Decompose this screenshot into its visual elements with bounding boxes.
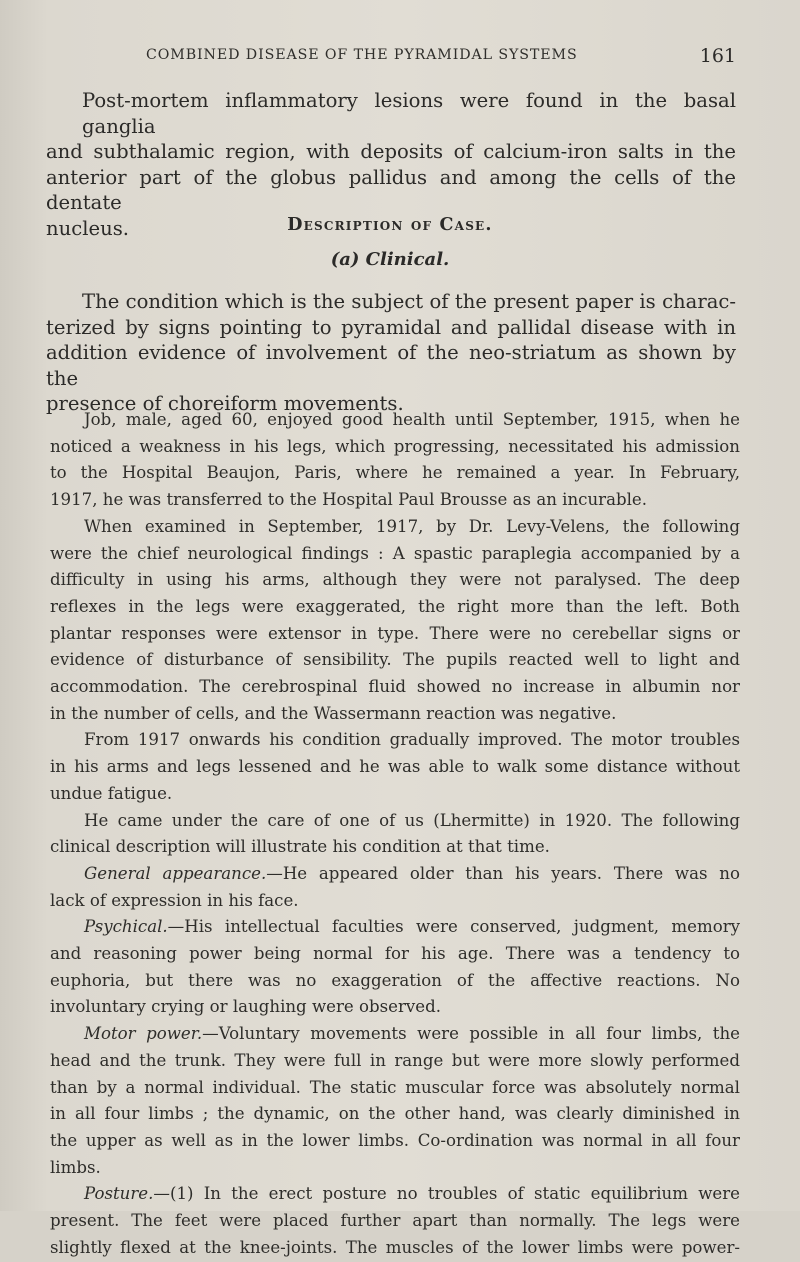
text-line: From 1917 onwards his condition gradually improved. The motor troubles <box>84 730 740 750</box>
run-in-head-general-appearance: General appearance.— <box>84 863 283 883</box>
text-line: addition evidence of involvement of the neo-striatum as shown by the <box>46 341 736 390</box>
section-subheading: (a) Clinical. <box>330 249 450 270</box>
text-line: limbs. <box>50 1157 101 1177</box>
text-line: terized by signs pointing to pyramidal and pallidal disease with in <box>46 315 736 339</box>
text-line: and reasoning power being normal for his age. There was a tendency to <box>50 944 740 964</box>
section-heading: Description of Case. <box>287 215 493 235</box>
text-line <box>50 1181 740 1208</box>
text-line: lack of expression in his face. <box>50 890 299 910</box>
page-number: 161 <box>699 45 736 67</box>
run-in-head-posture: Posture.— <box>84 1184 170 1204</box>
text-line <box>50 1021 740 1048</box>
text-line: difficulty in using his arms, although they were not paralysed. The deep <box>50 570 740 590</box>
text-line: Post-mortem inflammatory lesions were found in the basal ganglia <box>82 89 736 138</box>
text-line <box>50 861 740 888</box>
text-line: were the chief neurological findings : A spastic paraplegia accompanied by a <box>50 543 740 563</box>
text-line: presence of choreiform movements. <box>46 392 404 416</box>
text-line: reflexes in the legs were exaggerated, the right more than the left. Both <box>50 596 740 616</box>
text-run: He appeared older than his years. There was no <box>282 863 740 883</box>
text-line: present. The feet were placed further apart than normally. The legs were <box>50 1211 740 1231</box>
text-line: 1917, he was transferred to the Hospital Paul Brousse as an incurable. <box>50 490 647 510</box>
text-line: euphoria, but there was no exaggeration of the affective reactions. No <box>50 970 740 990</box>
text-line: The condition which is the subject of the present paper is charac- <box>82 290 736 313</box>
text-line: When examined in September, 1917, by Dr. Levy-Velens, the following <box>84 516 740 536</box>
text-line: He came under the care of one of us (Lhermitte) in 1920. The following <box>84 810 740 830</box>
text-run: His intellectual faculties were conserved, judgment, memory <box>184 917 740 937</box>
text-line: evidence of disturbance of sensibility. The pupils reacted well to light and <box>50 650 740 670</box>
text-line: and subthalamic region, with deposits of calcium-iron salts in the <box>46 140 736 164</box>
text-line: the upper as well as in the lower limbs. Co-ordination was normal in all four <box>50 1130 740 1150</box>
text-run: (1) In the erect posture no troubles of static equilibrium were <box>169 1184 740 1204</box>
run-in-head-motor-power: Motor power.— <box>84 1024 219 1044</box>
text-line: than by a normal individual. The static muscular force was absolutely normal <box>50 1077 740 1097</box>
text-line: accommodation. The cerebrospinal fluid showed no increase in albumin nor <box>50 677 740 697</box>
text-line: anterior part of the globus pallidus and among the cells of the dentate <box>46 165 736 215</box>
text-line: slightly flexed at the knee-joints. The muscles of the lower limbs were power- <box>50 1237 740 1257</box>
text-line: in all four limbs ; the dynamic, on the other hand, was clearly diminished in <box>50 1104 740 1124</box>
text-line: clinical description will illustrate his condition at that time. <box>50 837 550 857</box>
text-line: plantar responses were extensor in type. There were no cerebellar signs or <box>50 623 740 643</box>
text-line: in his arms and legs lessened and he was able to walk some distance without <box>50 757 740 777</box>
text-line <box>50 914 740 941</box>
case-body <box>50 407 740 1262</box>
text-line: in the number of cells, and the Wassermann reaction was negative. <box>50 703 617 723</box>
text-line: to the Hospital Beaujon, Paris, where he remained a year. In February, <box>50 463 740 483</box>
run-in-head-psychical: Psychical.— <box>84 917 185 937</box>
text-run: Voluntary movements were possible in all four limbs, the <box>218 1024 740 1044</box>
running-title: COMBINED DISEASE OF THE PYRAMIDAL SYSTEMS <box>146 47 578 63</box>
text-line: involuntary crying or laughing were observed. <box>50 997 441 1017</box>
text-line: noticed a weakness in his legs, which progressing, necessitated his admission <box>50 436 740 456</box>
text-line: nucleus. <box>46 216 129 240</box>
summary-paragraph <box>46 289 736 417</box>
text-line: Job, male, aged 60, enjoyed good health until September, 1915, when he <box>84 410 740 429</box>
running-head <box>146 45 736 69</box>
text-line: head and the trunk. They were full in range but were more slowly performed <box>50 1050 740 1070</box>
text-line: undue fatigue. <box>50 783 173 803</box>
